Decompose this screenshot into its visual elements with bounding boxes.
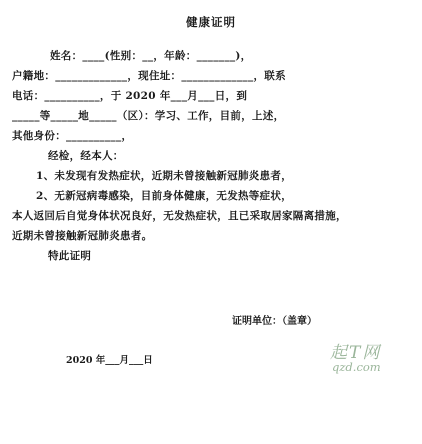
line-name-gender-age: 姓名：____(性别：__，年龄：_______)， — [50, 50, 252, 62]
signature-date: 2020 年___月___日 — [66, 355, 153, 366]
watermark-logo: 起T网 — [330, 343, 382, 363]
line-exam: 经检，经本人： — [48, 150, 124, 162]
line-certify: 特此证明 — [48, 250, 92, 262]
line-other-identity: 其他身份：__________， — [12, 130, 133, 142]
watermark-url: qzd.com — [332, 360, 381, 374]
line-no-contact: 近期未曾接触新冠肺炎患者。 — [12, 230, 153, 242]
line-address: 户籍地：_____________，现住址：_____________，联系 — [12, 70, 286, 82]
document-title: 健康证明 — [186, 15, 236, 29]
line-return: 本人返回后自觉身体状况良好，无发热症状，且已采取居家隔离措施， — [12, 210, 347, 222]
line-item-2: 2、无新冠病毒感染，目前身体健康，无发热等症状， — [36, 190, 293, 202]
line-location: _____等_____地_____（区）：学习、工作，目前，上述， — [12, 110, 285, 122]
line-item-1: 1、未发现有发热症状，近期未曾接触新冠肺炎患者， — [36, 170, 293, 182]
line-phone-date: 电话：__________，于 2020 年___月___日，到 — [12, 90, 248, 102]
signature-label: 证明单位：（盖章） — [232, 316, 317, 327]
